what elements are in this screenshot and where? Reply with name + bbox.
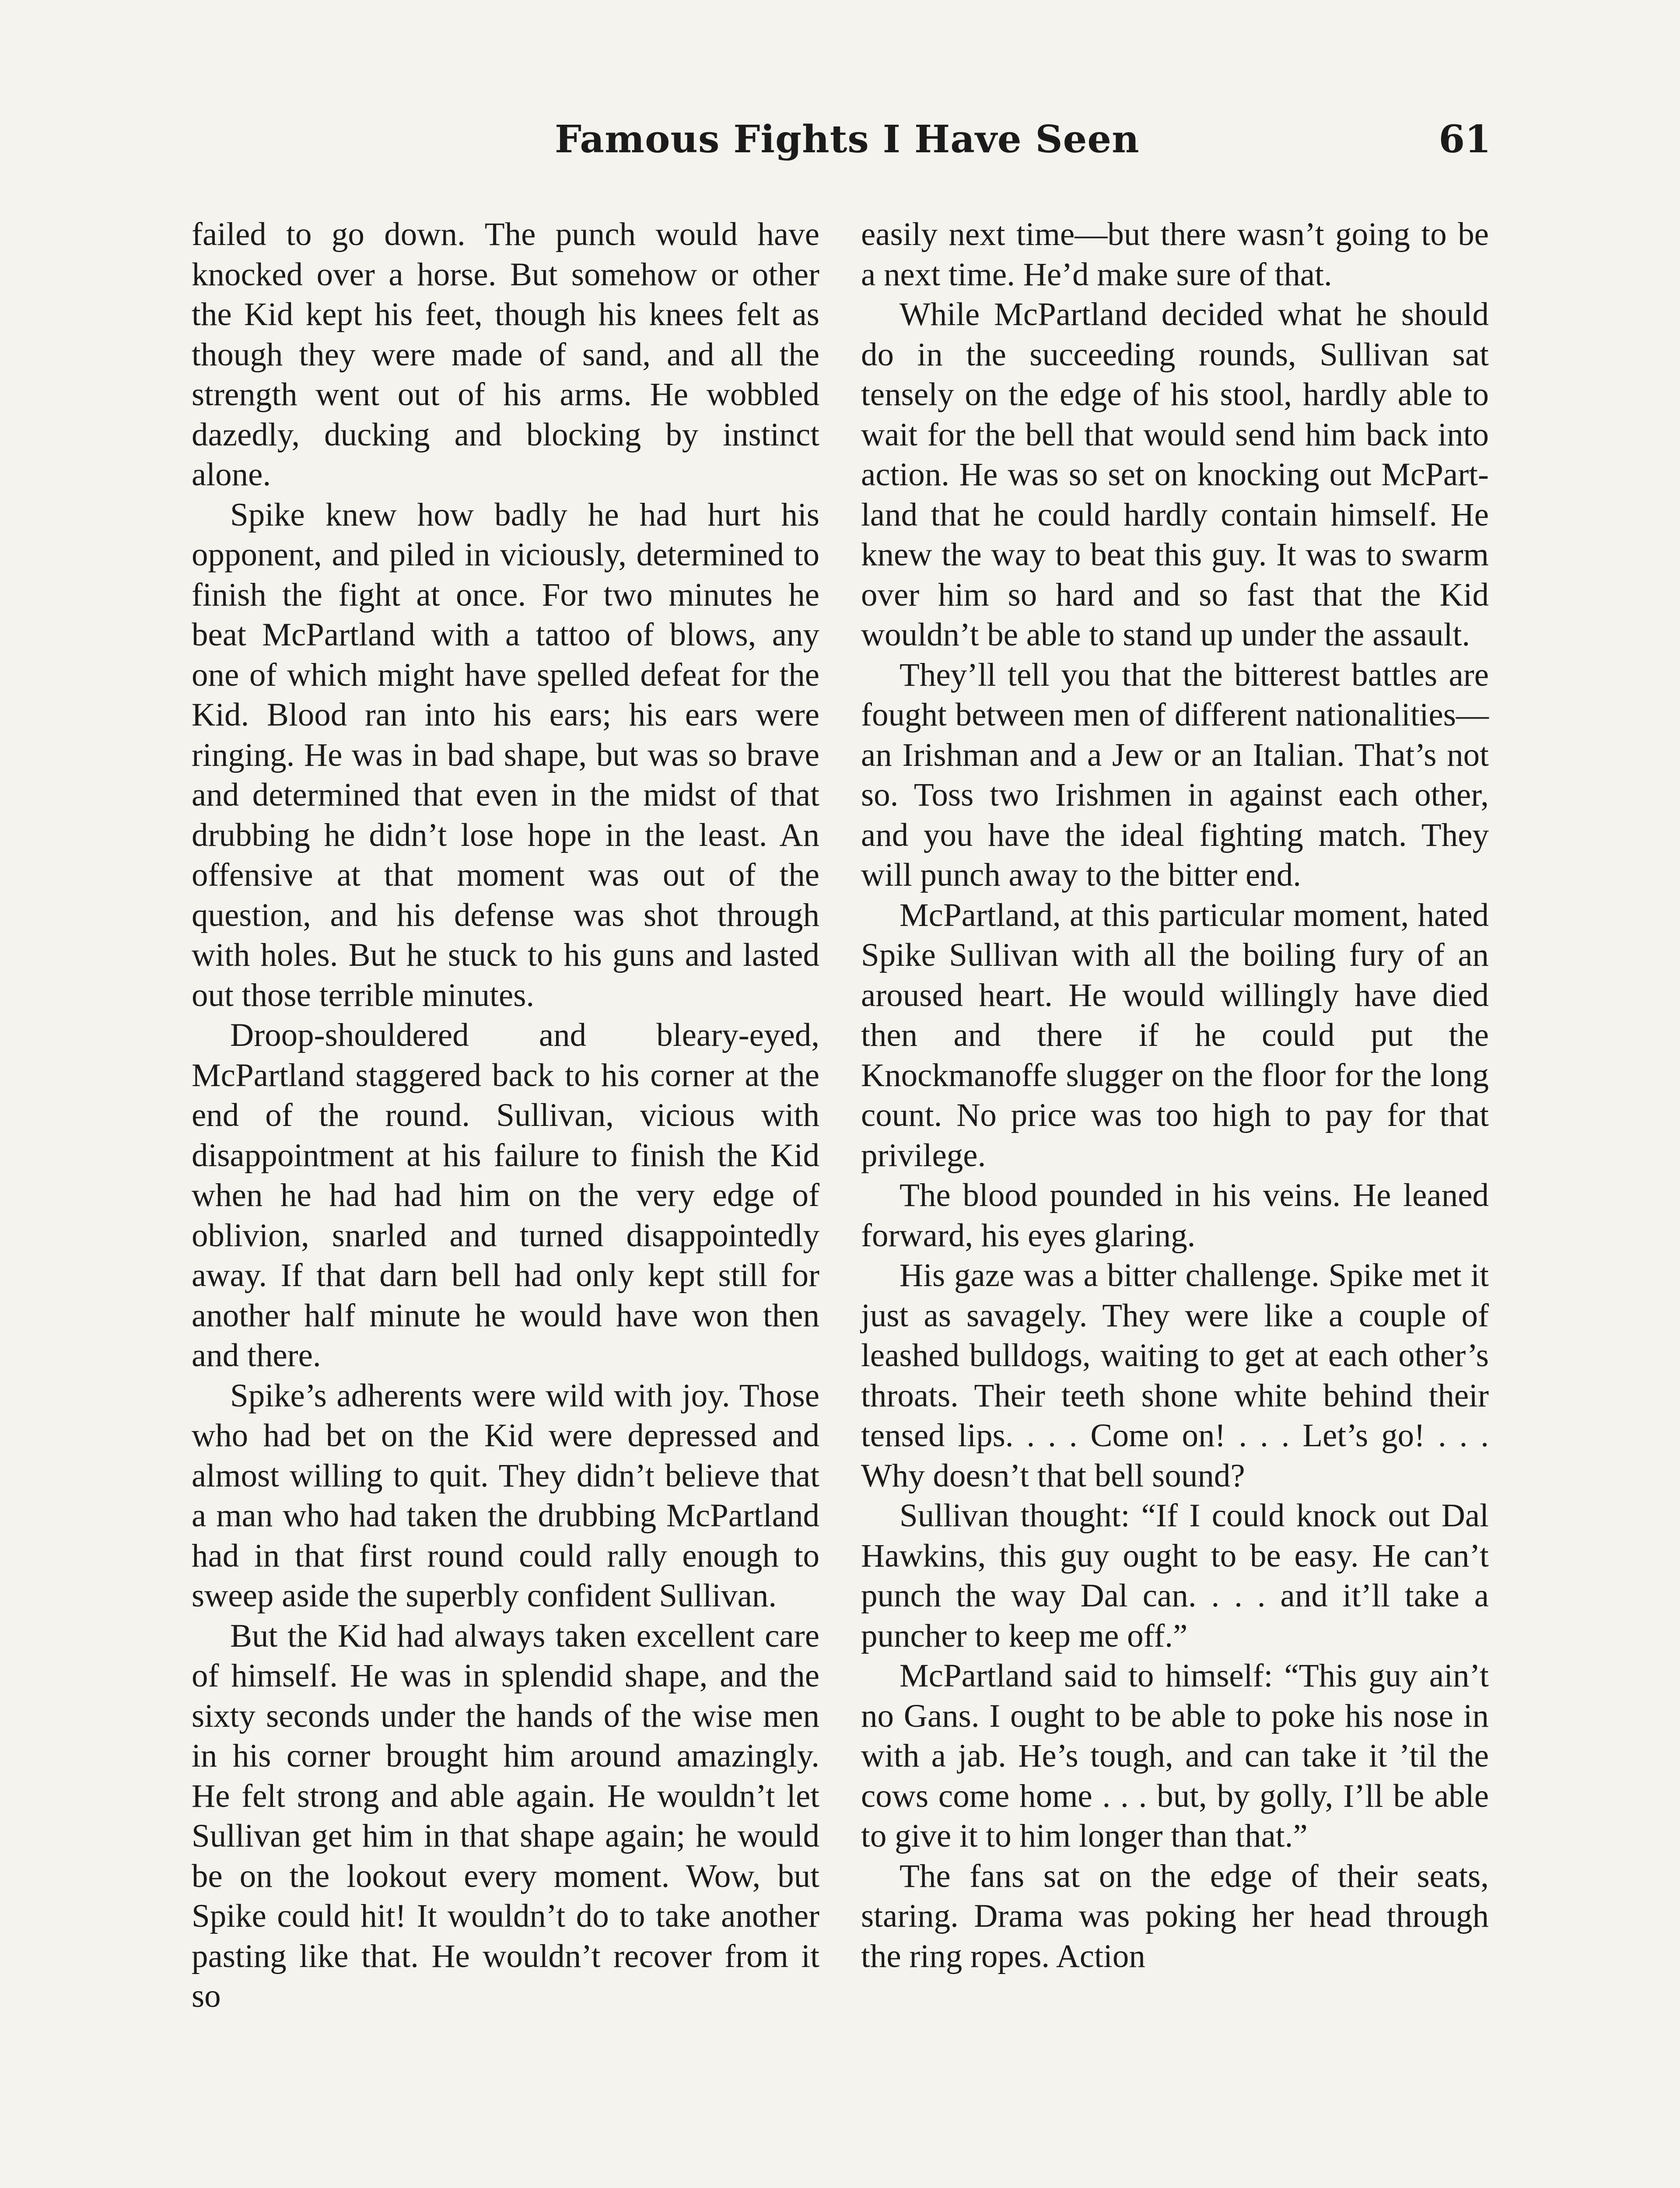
paragraph: failed to go down. The punch would have knocked over a horse. But somehow or other the Kid kept his feet, though his knees felt as though they were made of sand, and all the strength went out of his arms. He wobbled dazedly, ducking and blocking by instinct alone. bbox=[192, 216, 819, 493]
paragraph: The fans sat on the edge of their seats, staring. Drama was poking her head through the ring ropes. Action bbox=[861, 1858, 1489, 1974]
paragraph: McPartland, at this particular moment, hated Spike Sullivan with all the boiling fury of an aroused heart. He would willingly have died then and there if he could put the Knockmanoffe slugger on the floor for the long count. No price was too high to pay for that privilege. bbox=[861, 897, 1489, 1174]
paragraph: Spike knew how badly he had hurt his opponent, and piled in viciously, determined to finish the fight at once. For two minutes he beat McPartland with a tattoo of blows, any one of which might have spelled defeat for the Kid. Blood ran into his ears; his ears were ringing. He was in bad shape, but was so brave and determined that even in the midst of that drubbing he didn’t lose hope in the least. An offensive at that moment was out of the question, and his defense was shot through with holes. But he stuck to his guns and lasted out those terrible minutes. bbox=[192, 496, 819, 1013]
paragraph: easily next time—but there wasn’t going to be a next time. He’d make sure of that. bbox=[861, 216, 1489, 293]
page-number: 61 bbox=[1438, 117, 1491, 161]
running-title: Famous Fights I Have Seen bbox=[555, 117, 1140, 161]
paragraph: McPartland said to himself: “This guy ain’t no Gans. I ought to be able to poke his nose in with a jab. He’s tough, and can take it ’til the cows come home . . . but, by golly, I’ll be able to give it to him longer than that.” bbox=[861, 1658, 1489, 1854]
paragraph: Droop-shouldered and bleary-eyed, McPartland staggered back to his corner at the end of the round. Sullivan, vicious with disappointment at his failure to finish the Kid when he had had him on the very edge of oblivion, snarled and turned disappointedly away. If that darn bell had only kept still for another half minute he would have won then and there. bbox=[192, 1017, 819, 1374]
paragraph: They’ll tell you that the bitterest battles are fought between men of different nationalities—an Irishman and a Jew or an Italian. That’s not so. Toss two Irishmen in against each other, and you have the ideal fighting match. They will punch away to the bitter end. bbox=[861, 656, 1489, 893]
left-column bbox=[192, 214, 819, 2188]
paragraph: While McPartland decided what he should do in the succeeding rounds, Sullivan sat tensely on the edge of his stool, hardly able to wait for the bell that would send him back into action. He was so set on knocking out McPartland that he could hardly contain himself. He knew the way to beat this guy. It was to swarm over him so hard and so fast that the Kid wouldn’t be able to stand up under the assault. bbox=[861, 296, 1489, 653]
paragraph: Spike’s adherents were wild with joy. Those who had bet on the Kid were depressed and almost willing to quit. They didn’t believe that a man who had taken the drubbing McPartland had in that first round could rally enough to sweep aside the superbly confident Sullivan. bbox=[192, 1377, 819, 1614]
paragraph: The blood pounded in his veins. He leaned forward, his eyes glaring. bbox=[861, 1177, 1489, 1254]
right-column bbox=[861, 214, 1489, 2188]
page-header bbox=[192, 117, 1491, 179]
paragraph: But the Kid had always taken excellent care of himself. He was in splendid shape, and the sixty seconds under the hands of the wise men in his corner brought him around amazingly. He felt strong and able again. He wouldn’t let Sullivan get him in that shape again; he would be on the lookout every moment. Wow, but Spike could hit! It wouldn’t do to take another pasting like that. He wouldn’t recover from it so bbox=[192, 1617, 819, 2014]
paragraph: His gaze was a bitter challenge. Spike met it just as savagely. They were like a couple of leashed bulldogs, waiting to get at each other’s throats. Their teeth shone white behind their tensed lips. . . . Come on! . . . Let’s go! . . . Why doesn’t that bell sound? bbox=[861, 1257, 1489, 1494]
paragraph: Sullivan thought: “If I could knock out Dal Hawkins, this guy ought to be easy. He can’t punch the way Dal can. . . . and it’ll take a puncher to keep me off.” bbox=[861, 1497, 1489, 1654]
